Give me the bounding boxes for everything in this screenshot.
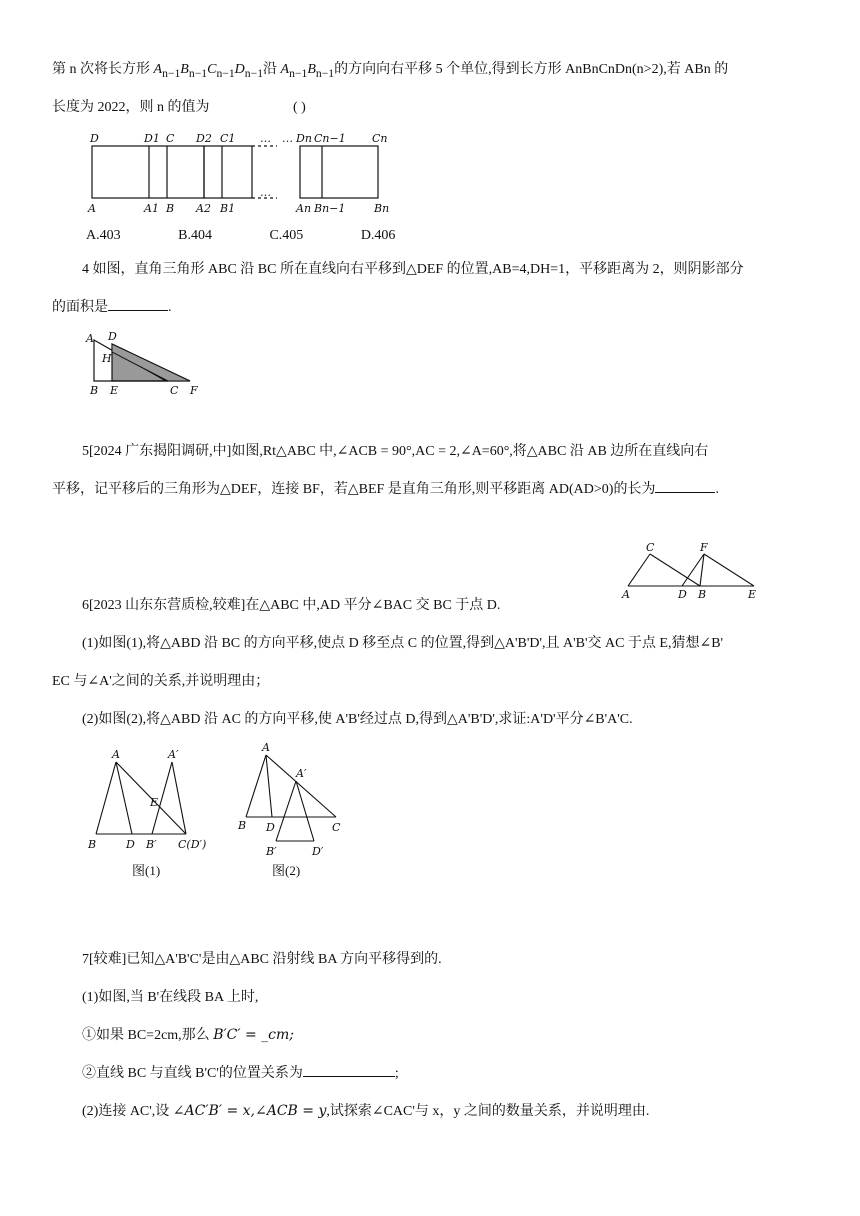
- q3-label-An: An: [296, 202, 312, 215]
- q5-label-B: B: [698, 588, 707, 601]
- q5-label-A: A: [622, 588, 630, 601]
- q4-figure: [86, 332, 216, 402]
- q4-line2: 的面积是 .: [52, 300, 172, 315]
- q7-line5: [82, 1100, 820, 1120]
- q7-line5-text-c: ,试探索∠CAC'与 x，y 之间的数量关系，并说明理由.: [326, 1104, 650, 1119]
- q6f2-label-C: C: [332, 821, 341, 834]
- q7-line3: [82, 1024, 820, 1044]
- q4-label-E: E: [110, 384, 119, 397]
- q3-label-D2: D2: [196, 132, 212, 145]
- q5-line2: 平移，记平移后的三角形为△DEF，连接 BF，若△BEF 是直角三角形,则平移距离 AD(AD>0)的长为 .: [52, 482, 719, 497]
- q3-label-C: C: [166, 132, 175, 145]
- q7-line2: (1)如图,当 B'在线段 BA 上时,: [82, 990, 259, 1005]
- q4-line1: 4 如图，直角三角形 ABC 沿 BC 所在直线向右平移到△DEF 的位置,AB=4,DH=1，平移距离为 2，则阴影部分: [82, 262, 744, 277]
- q3-figure: [82, 130, 412, 220]
- q7-line3-text: ①如果 BC=2cm,那么: [82, 1028, 214, 1043]
- q3-label-A1: A1: [144, 202, 159, 215]
- q5-line1: 5[2024 广东揭阳调研,中]如图,Rt△ABC 中,∠ACB = 90°,AC = 2,∠A=60°,将△ABC 沿 AB 边所在直线向右: [82, 444, 709, 459]
- q3-choices: [86, 228, 820, 244]
- q7-line4: [82, 1062, 820, 1082]
- q3-label-A2: A2: [196, 202, 211, 215]
- q6f1-label-D: D: [126, 838, 135, 851]
- q6-line1: 6[2023 山东东营质检,较难]在△ABC 中,AD 平分∠BAC 交 BC 于点 D.: [82, 598, 501, 613]
- q7-line5-math: ∠AC′B′ = x,∠ACB = y: [172, 1103, 327, 1119]
- q6-figure-2: [236, 741, 366, 860]
- q3-label-Bn-1: Bn−1: [314, 202, 346, 215]
- q3-choice-c: C.405: [269, 228, 304, 243]
- q6f2-label-B: B: [238, 819, 247, 832]
- q7-line5-text-a: (2)连接 AC',设: [82, 1104, 173, 1119]
- q4-label-A: A: [86, 332, 94, 345]
- q6-line2: (1)如图(1),将△ABD 沿 BC 的方向平移,使点 D 移至点 C 的位置,得到△A'B'D',且 A'B'交 AC 于点 E,猜想∠B': [82, 636, 724, 651]
- q6f1-label-C-D-prime: C(D′): [178, 838, 207, 851]
- q6f1-label-A: A: [112, 748, 120, 761]
- q3-label-dots-top2: …: [282, 132, 293, 145]
- q7-line4-text: ②直线 BC 与直线 B'C'的位置关系为: [82, 1066, 303, 1081]
- q5-line2-text: 平移，记平移后的三角形为△DEF，连接 BF，若△BEF 是直角三角形,则平移距离 AD(AD>0)的长为: [52, 482, 656, 497]
- q4-line2-text: 的面积是: [52, 300, 108, 315]
- q3-choice-a: A.403: [86, 228, 121, 243]
- q6f1-label-B-prime: B′: [146, 838, 157, 851]
- q6f1-label-E: E: [150, 796, 159, 809]
- q3-label-dots-top1: …: [260, 132, 271, 145]
- q5-label-D: D: [678, 588, 687, 601]
- q4-label-H: H: [102, 352, 112, 365]
- q6f1-label-B: B: [88, 838, 97, 851]
- q3-line1: 第 n 次将长方形 $A_{n-1}B_{n-1}C_{n-1}D_{n-1}$沿 $A_{n-1}B_{n-1}$的方向向右平移 5 个单位,得到长方形 AnBnCnDn(n>2),若 ABn 的: [52, 62, 729, 80]
- q5-figure: [620, 542, 770, 602]
- q6-fig1-caption: 图(1): [132, 863, 161, 878]
- q3-label-B: B: [166, 202, 175, 215]
- q4-label-D: D: [108, 330, 117, 343]
- q3-label-Cn: Cn: [372, 132, 388, 145]
- q3-label-D: D: [90, 132, 99, 145]
- q4-label-B: B: [90, 384, 99, 397]
- q4-label-F: F: [190, 384, 198, 397]
- q3-label-Dn: Dn: [296, 132, 312, 145]
- q5-label-E: E: [748, 588, 757, 601]
- q3-label-D1: D1: [144, 132, 160, 145]
- q3-label-A: A: [88, 202, 96, 215]
- q3-line2: [52, 96, 820, 116]
- q6-fig2-caption: 图(2): [272, 863, 301, 878]
- q7-line1: 7[较难]已知△A'B'C'是由△ABC 沿射线 BA 方向平移得到的.: [82, 952, 442, 967]
- q3-label-Bn: Bn: [374, 202, 390, 215]
- q3-paren: ( ): [293, 100, 306, 115]
- q7-line3-math: B′C′ = _cm;: [213, 1027, 295, 1043]
- q3-label-C1: C1: [220, 132, 236, 145]
- q6f2-label-A-prime: A′: [296, 767, 307, 780]
- q7-line4-end: ;: [394, 1066, 399, 1081]
- q3-line2-text: 长度为 2022，则 n 的值为: [52, 100, 210, 115]
- q3-choice-d: D.406: [360, 228, 396, 243]
- q3-label-Cn-1: Cn−1: [314, 132, 346, 145]
- q6-line3: EC 与∠A'之间的关系,并说明理由；: [52, 674, 270, 689]
- q3-label-B1: B1: [220, 202, 236, 215]
- q4-label-C: C: [170, 384, 179, 397]
- q6f1-label-A-prime: A′: [168, 748, 179, 761]
- q3-label-dots-bot: …: [260, 186, 271, 199]
- q6f2-label-A: A: [262, 741, 270, 754]
- q6f2-label-B-prime: B′: [266, 845, 277, 858]
- q3-choice-b: B.404: [178, 228, 212, 243]
- q5-label-C: C: [646, 541, 655, 554]
- q6f2-label-D: D: [266, 821, 275, 834]
- q4-answer-blank[interactable]: [108, 298, 168, 311]
- q6f2-label-D-prime: D′: [312, 845, 324, 858]
- q5-label-F: F: [700, 541, 708, 554]
- q6-line4: (2)如图(2),将△ABD 沿 AC 的方向平移,使 A'B'经过点 D,得到△A'B'D',求证:A'D'平分∠B'A'C.: [82, 712, 633, 727]
- q5-answer-blank[interactable]: [655, 480, 715, 493]
- q7-answer-blank[interactable]: [303, 1064, 395, 1077]
- q6-figure-1: [86, 740, 226, 860]
